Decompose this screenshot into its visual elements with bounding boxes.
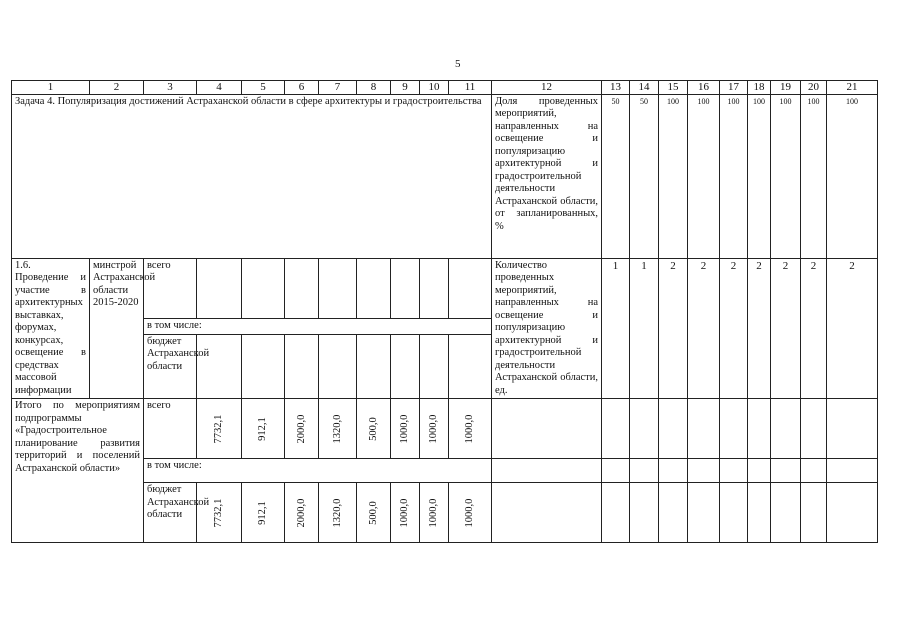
empty-cell bbox=[748, 483, 771, 543]
activity-value: 2 bbox=[801, 258, 827, 399]
empty-cell bbox=[659, 483, 688, 543]
total-amount: 7732,1 bbox=[197, 399, 242, 459]
empty-cell bbox=[801, 483, 827, 543]
total-label: всего bbox=[144, 258, 197, 318]
header-cell: 9 bbox=[391, 81, 420, 95]
budget-amount: 500,0 bbox=[357, 483, 391, 543]
total-amount: 1000,0 bbox=[391, 399, 420, 459]
total-amount: 2000,0 bbox=[285, 399, 319, 459]
budget-amount: 1000,0 bbox=[391, 483, 420, 543]
empty-cell bbox=[602, 483, 630, 543]
header-cell: 18 bbox=[748, 81, 771, 95]
task-indicator: Доля проведенных мероприятий, направленных на освещение и популяризацию архитектурной и градостроительной деятельности Астраханской области, от запланированных, % bbox=[492, 94, 602, 258]
task-title: Задача 4. Популяризация достижений Астраханской области в сфере архитектуры и градостроительства bbox=[12, 94, 492, 258]
amount-cell bbox=[242, 258, 285, 318]
header-cell: 13 bbox=[602, 81, 630, 95]
total-label: всего bbox=[144, 399, 197, 459]
program-table bbox=[11, 80, 878, 543]
empty-cell bbox=[827, 483, 878, 543]
empty-cell bbox=[771, 399, 801, 459]
header-cell: 17 bbox=[720, 81, 748, 95]
total-amount: 1320,0 bbox=[319, 399, 357, 459]
activity-value: 2 bbox=[720, 258, 748, 399]
total-amount: 912,1 bbox=[242, 399, 285, 459]
amount-cell bbox=[420, 258, 449, 318]
empty-cell bbox=[602, 399, 630, 459]
empty-cell bbox=[659, 399, 688, 459]
page-number: 5 bbox=[455, 58, 461, 70]
empty-cell bbox=[492, 459, 602, 483]
task-value: 100 bbox=[801, 94, 827, 258]
header-cell: 4 bbox=[197, 81, 242, 95]
task-value: 50 bbox=[602, 94, 630, 258]
amount-cell bbox=[357, 258, 391, 318]
budget-amount: 912,1 bbox=[242, 483, 285, 543]
amount-cell bbox=[391, 334, 420, 398]
empty-cell bbox=[688, 459, 720, 483]
empty-cell bbox=[771, 459, 801, 483]
task-value: 100 bbox=[720, 94, 748, 258]
empty-cell bbox=[771, 483, 801, 543]
budget-amount: 1000,0 bbox=[420, 483, 449, 543]
header-cell: 20 bbox=[801, 81, 827, 95]
header-cell: 19 bbox=[771, 81, 801, 95]
empty-cell bbox=[630, 399, 659, 459]
header-cell: 16 bbox=[688, 81, 720, 95]
task-value: 50 bbox=[630, 94, 659, 258]
amount-cell bbox=[420, 334, 449, 398]
empty-cell bbox=[492, 483, 602, 543]
total-name: Итого по мероприятиям подпрограммы «Градостроительное планирование развития территорий и поселений Астраханской области» bbox=[12, 399, 144, 543]
activity-value: 1 bbox=[630, 258, 659, 399]
incl-label: в том числе: bbox=[144, 459, 492, 483]
header-cell: 7 bbox=[319, 81, 357, 95]
amount-cell bbox=[197, 258, 242, 318]
activity-value: 2 bbox=[748, 258, 771, 399]
empty-cell bbox=[748, 459, 771, 483]
amount-cell bbox=[391, 258, 420, 318]
task-value: 100 bbox=[688, 94, 720, 258]
amount-cell bbox=[449, 334, 492, 398]
header-cell: 1 bbox=[12, 81, 90, 95]
header-cell: 10 bbox=[420, 81, 449, 95]
task-value: 100 bbox=[771, 94, 801, 258]
activity-executor bbox=[90, 258, 156, 399]
incl-label: в том числе: bbox=[144, 318, 492, 334]
header-cell: 12 bbox=[492, 81, 602, 95]
total-row bbox=[12, 399, 878, 459]
empty-cell bbox=[801, 399, 827, 459]
header-cell: 6 bbox=[285, 81, 319, 95]
header-row bbox=[12, 81, 878, 95]
empty-cell bbox=[827, 399, 878, 459]
amount-cell bbox=[319, 258, 357, 318]
total-amount: 1000,0 bbox=[449, 399, 492, 459]
task-row bbox=[12, 94, 878, 258]
amount-cell bbox=[357, 334, 391, 398]
header-cell: 21 bbox=[827, 81, 878, 95]
activity-value: 2 bbox=[771, 258, 801, 399]
amount-cell bbox=[449, 258, 492, 318]
header-cell: 3 bbox=[144, 81, 197, 95]
empty-cell bbox=[748, 399, 771, 459]
empty-cell bbox=[720, 399, 748, 459]
budget-label: бюджет Астраханской области bbox=[144, 483, 197, 543]
activity-value: 2 bbox=[659, 258, 688, 399]
header-cell: 2 bbox=[90, 81, 144, 95]
amount-cell bbox=[285, 334, 319, 398]
empty-cell bbox=[659, 459, 688, 483]
task-value: 100 bbox=[748, 94, 771, 258]
amount-cell bbox=[242, 334, 285, 398]
amount-cell bbox=[197, 334, 242, 398]
empty-cell bbox=[688, 399, 720, 459]
task-value: 100 bbox=[827, 94, 878, 258]
empty-cell bbox=[688, 483, 720, 543]
activity-row bbox=[12, 258, 878, 318]
amount-cell bbox=[285, 258, 319, 318]
budget-amount: 1000,0 bbox=[449, 483, 492, 543]
empty-cell bbox=[720, 459, 748, 483]
total-amount: 1000,0 bbox=[420, 399, 449, 459]
executor-name: минстрой Астраханской области bbox=[93, 259, 156, 296]
empty-cell bbox=[492, 399, 602, 459]
empty-cell bbox=[630, 483, 659, 543]
header-cell: 5 bbox=[242, 81, 285, 95]
budget-amount: 7732,1 bbox=[197, 483, 242, 543]
header-cell: 14 bbox=[630, 81, 659, 95]
activity-value: 2 bbox=[688, 258, 720, 399]
activity-value: 2 bbox=[827, 258, 878, 399]
header-cell: 8 bbox=[357, 81, 391, 95]
activity-indicator: Количество проведенных мероприятий, направленных на освещение и популяризацию архитектурной и градостроительной деятельности Астраханской области, ед. bbox=[492, 258, 602, 399]
empty-cell bbox=[720, 483, 748, 543]
header-cell: 11 bbox=[449, 81, 492, 95]
total-amount: 500,0 bbox=[357, 399, 391, 459]
empty-cell bbox=[602, 459, 630, 483]
empty-cell bbox=[827, 459, 878, 483]
header-cell: 15 bbox=[659, 81, 688, 95]
budget-label: бюджет Астраханской области bbox=[144, 334, 197, 398]
activity-name: 1.6. Проведение и участие в архитектурных выставках, форумах, конкурсах, освещение в средствах массовой информации bbox=[12, 258, 90, 399]
empty-cell bbox=[630, 459, 659, 483]
budget-amount: 2000,0 bbox=[285, 483, 319, 543]
amount-cell bbox=[319, 334, 357, 398]
budget-amount: 1320,0 bbox=[319, 483, 357, 543]
activity-value: 1 bbox=[602, 258, 630, 399]
empty-cell bbox=[801, 459, 827, 483]
period: 2015-2020 bbox=[93, 297, 139, 308]
task-value: 100 bbox=[659, 94, 688, 258]
